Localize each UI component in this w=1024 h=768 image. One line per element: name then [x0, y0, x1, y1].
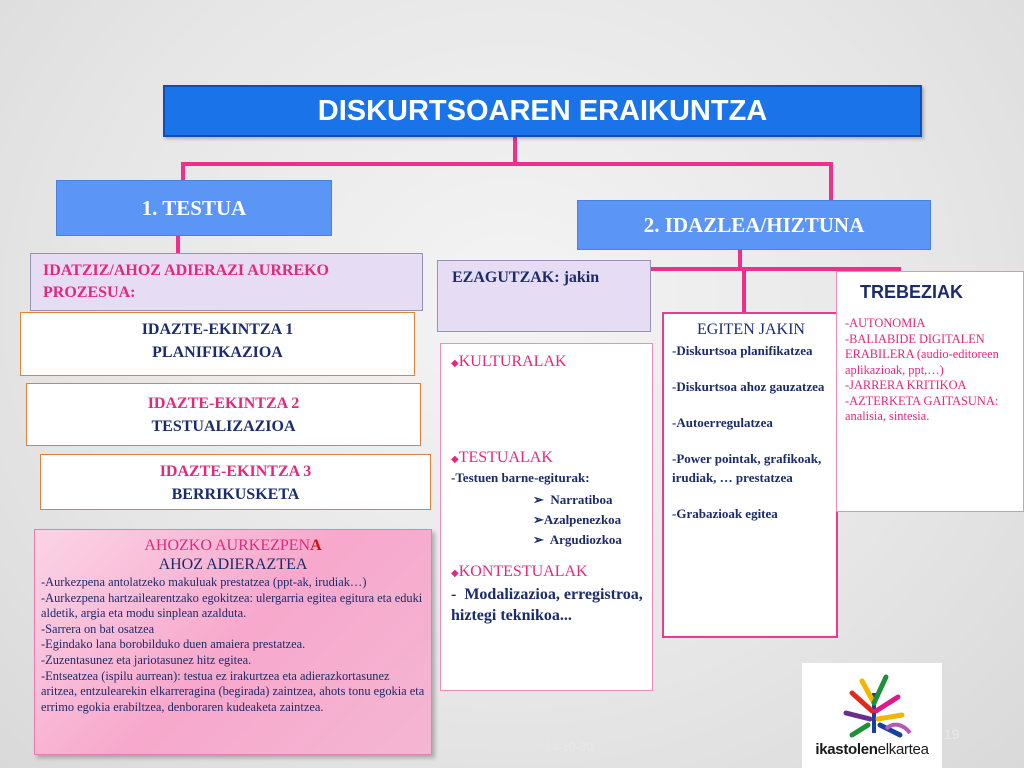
ahozko-item: -Sarrera on bat osatzea	[41, 621, 155, 636]
arrow-bullet-icon: ➢	[533, 492, 551, 507]
kulturalak-row	[451, 352, 646, 374]
diamond-bullet-icon: ◆	[451, 454, 459, 465]
connector-title-down	[513, 137, 517, 165]
ekintza3-box	[40, 454, 431, 510]
ahozko-title	[41, 536, 425, 555]
egiturak-list	[451, 490, 646, 550]
ezagutzak-label: EZAGUTZAK: jakin	[452, 269, 600, 286]
prozesua-box	[30, 253, 423, 311]
ahozko-item: -Egindako lana borobilduko duen amaiera prestatzea.	[41, 637, 306, 652]
ekintza1-line2: PLANIFIKAZIOA	[152, 344, 283, 361]
logo-text-part2: elkartea	[877, 741, 929, 758]
ahozko-item: -Zuzentasunez eta jariotasunez hitz egitea.	[41, 652, 252, 667]
egiten-item: -Autoerregulatzea	[672, 415, 773, 430]
connector-egiten-down	[742, 267, 746, 312]
connector-horizontal-top	[181, 162, 833, 166]
ezagutzak-box	[437, 260, 651, 332]
ezagutzak-detail-box	[440, 343, 653, 691]
ahozko-item: -Entseatzea (ispilu aurrean): testua ez irakurtzea eta adierazkortasunez aritzea, entzulearekin elkarreragina (begirada) zaintzea, ahots tonu egokia eta errimo egokia erabiltzea, denboraren kudeaketa zaintzea.	[41, 668, 425, 714]
egiten-item: -Diskurtsoa ahoz gauzatzea	[672, 379, 825, 394]
logo-text	[802, 741, 942, 758]
ikastolen-logo	[802, 663, 942, 768]
ekintza2-line2: TESTUALIZAZIOA	[151, 418, 296, 435]
diagram-title: DISKURTSOAREN ERAIKUNTZA	[163, 85, 922, 137]
trebeziak-title: TREBEZIAK	[860, 282, 963, 302]
testualak-label: TESTUALAK	[458, 449, 553, 466]
testuen-text: -Testuen barne-egiturak:	[451, 470, 590, 485]
page-number: 19	[944, 726, 960, 742]
testua-box: 1. TESTUA	[56, 180, 332, 236]
diamond-bullet-icon: ◆	[451, 358, 459, 369]
trebeziak-box	[836, 271, 1024, 512]
ekintza3-line2: BERRIKUSKETA	[171, 486, 300, 503]
ekintza3-line1: IDAZTE-EKINTZA 3	[159, 463, 312, 480]
ekintza2-box	[26, 383, 421, 446]
ekintza1-box	[20, 312, 415, 376]
trebeziak-item: -BALIABIDE DIGITALEN ERABILERA (audio-editoreen aplikazioak, ppt,…)	[845, 331, 999, 377]
egiten-item: -Power pointak, grafikoak, irudiak, … prestatzea	[672, 451, 822, 485]
modalizazioa-dash: -	[451, 586, 457, 603]
egiten-box	[662, 312, 838, 638]
kontestualak-row	[451, 562, 646, 584]
egiten-item: -Grabazioak egitea	[672, 506, 778, 521]
diamond-bullet-icon: ◆	[451, 568, 459, 579]
ahozko-box	[34, 529, 432, 755]
egitura-narratiboa: Narratiboa	[550, 492, 613, 507]
trebeziak-item: -JARRERA KRITIKOA	[845, 378, 967, 392]
connector-testua-down	[176, 235, 180, 255]
kontestualak-label: KONTESTUALAK	[458, 563, 588, 580]
ekintza1-line1: IDAZTE-EKINTZA 1	[141, 321, 294, 338]
egitura-item	[451, 510, 646, 530]
trebeziak-item: -AUTONOMIA	[845, 316, 926, 330]
testualak-row	[451, 448, 646, 470]
ahozko-subtitle: AHOZ ADIERAZTEA	[158, 556, 308, 573]
egitura-argudiozkoa: Argudiozkoa	[549, 532, 622, 547]
connector-left-down	[181, 162, 185, 182]
egiten-list	[672, 341, 830, 523]
flower-logo-icon	[802, 663, 942, 743]
prozesua-text: IDATZIZ/AHOZ ADIERAZI AURREKO PROZESUA:	[43, 262, 329, 301]
modalizazioa-text	[451, 584, 646, 626]
egiten-title: EGITEN JAKIN	[697, 321, 805, 338]
footer-date: 14-10-30	[545, 740, 594, 754]
ahozko-item: -Aurkezpena hartzailearentzako egokitzea: ulergarria egitea egitura eta eduki aldetik, argia eta modu sinplean azalduta.	[41, 590, 423, 621]
egiten-item: -Diskurtsoa planifikatzea	[672, 343, 813, 358]
egitura-item	[451, 530, 646, 550]
egitura-item	[451, 490, 646, 510]
ekintza2-line1: IDAZTE-EKINTZA 2	[147, 395, 300, 412]
arrow-bullet-icon: ➢	[533, 512, 544, 527]
arrow-bullet-icon: ➢	[533, 532, 550, 547]
ahozko-item: -Aurkezpena antolatzeko makuluak prestatzea (ppt-ak, irudiak…)	[41, 575, 367, 589]
ahozko-title-main: AHOZKO AURKEZPEN	[144, 537, 311, 554]
modalizazioa-label: Modalizazioa, erregistroa, hiztegi teknikoa...	[451, 586, 643, 624]
ahozko-title-last: A	[310, 537, 322, 554]
logo-text-part1: ikastolen	[815, 741, 878, 758]
egitura-azalpenezkoa: Azalpenezkoa	[543, 512, 622, 527]
trebeziak-item: -AZTERKETA GAITASUNA: analisia, sintesia.	[845, 393, 999, 423]
kulturalak-label: KULTURALAK	[458, 353, 567, 370]
trebeziak-list	[845, 316, 1017, 425]
connector-right-down	[829, 162, 833, 202]
ahozko-list	[41, 575, 425, 715]
idazlea-box: 2. IDAZLEA/HIZTUNA	[577, 200, 931, 250]
